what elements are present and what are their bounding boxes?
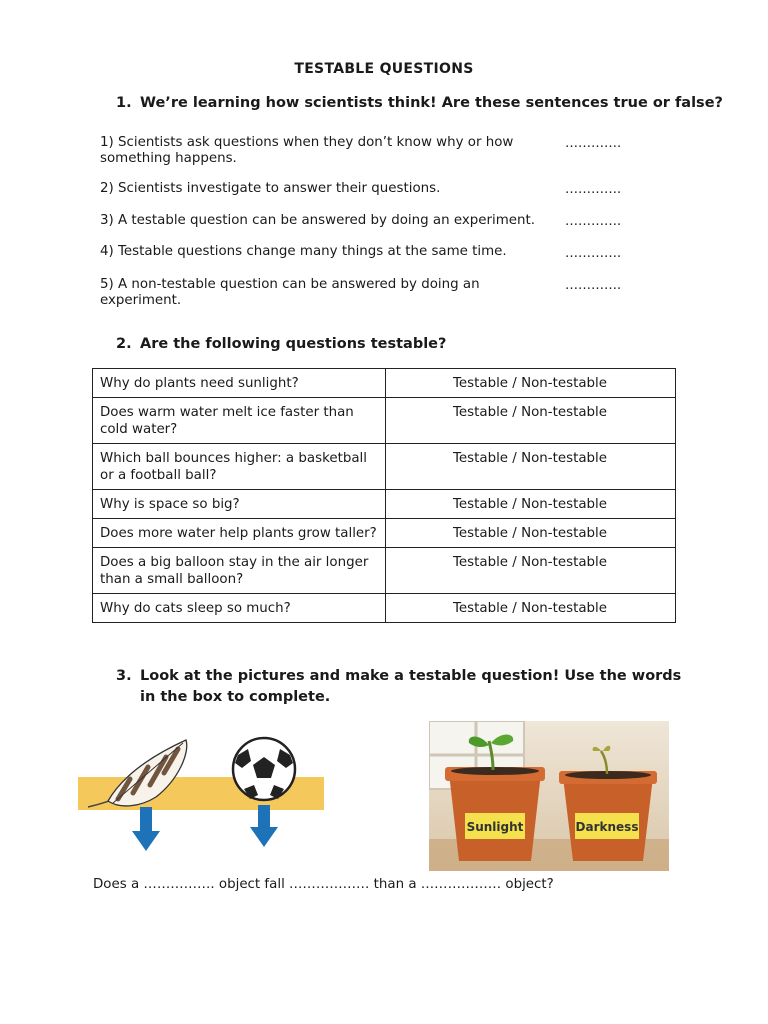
section-3-heading <box>0 666 768 710</box>
table-row <box>93 548 676 594</box>
question-cell: Why do plants need sunlight? <box>93 369 386 398</box>
testable-choice[interactable]: Testable / Non-testable <box>386 548 676 594</box>
question-cell: Does a big balloon stay in the air longer than a small balloon? <box>93 548 386 594</box>
pot-label-darkness: Darkness <box>575 820 639 834</box>
statement-5: 5) A non-testable question can be answered by doing an experiment. <box>100 277 480 308</box>
table-row <box>93 594 676 623</box>
soccer-ball-icon <box>233 738 295 800</box>
section-2-heading-text: Are the following questions testable? <box>140 336 447 352</box>
answer-blank-1[interactable]: …………. <box>565 136 622 151</box>
section-2-number: 2. <box>116 336 132 352</box>
testable-choice[interactable]: Testable / Non-testable <box>386 444 676 490</box>
section-3-heading-line1: Look at the pictures and make a testable question! Use the words <box>140 668 682 684</box>
section-3-heading-line2: in the box to complete. <box>140 689 331 705</box>
complete-sentence[interactable]: Does a ……………. object fall ……………… than a ……………… object? <box>93 877 554 892</box>
testable-choice[interactable]: Testable / Non-testable <box>386 369 676 398</box>
question-cell: Which ball bounces higher: a basketball or a football ball? <box>93 444 386 490</box>
testable-choice[interactable]: Testable / Non-testable <box>386 490 676 519</box>
statement-2: 2) Scientists investigate to answer their questions. <box>100 181 441 196</box>
table-row <box>93 490 676 519</box>
answer-blank-3[interactable]: …………. <box>565 214 622 229</box>
table-row <box>93 519 676 548</box>
page-title: TESTABLE QUESTIONS <box>294 61 474 77</box>
testable-choice[interactable]: Testable / Non-testable <box>386 519 676 548</box>
section-2-heading <box>0 334 768 356</box>
down-arrow-icon <box>132 807 160 851</box>
answer-blank-2[interactable]: …………. <box>565 182 622 197</box>
table-row <box>93 444 676 490</box>
question-cell: Does more water help plants grow taller? <box>93 519 386 548</box>
statement-3: 3) A testable question can be answered by doing an experiment. <box>100 213 535 228</box>
section-1-heading <box>0 93 768 115</box>
testable-choice[interactable]: Testable / Non-testable <box>386 594 676 623</box>
table-row <box>93 398 676 444</box>
answer-blank-4[interactable]: …………. <box>565 246 622 261</box>
statement-4: 4) Testable questions change many things at the same time. <box>100 244 507 259</box>
testable-questions-table <box>92 368 676 623</box>
plants-illustration <box>429 721 669 871</box>
section-1-number: 1. <box>116 95 132 111</box>
pot-label-sunlight: Sunlight <box>466 820 524 834</box>
question-cell: Why do cats sleep so much? <box>93 594 386 623</box>
statement-1: 1) Scientists ask questions when they don’t know why or how something happens. <box>100 135 514 166</box>
table-row <box>93 369 676 398</box>
down-arrow-icon <box>250 805 278 847</box>
testable-choice[interactable]: Testable / Non-testable <box>386 398 676 444</box>
feather-ball-illustration <box>78 735 326 855</box>
section-1-heading-text: We’re learning how scientists think! Are these sentences true or false? <box>140 95 723 111</box>
section-3-number: 3. <box>116 668 132 684</box>
question-cell: Does warm water melt ice faster than cold water? <box>93 398 386 444</box>
answer-blank-5[interactable]: …………. <box>565 278 622 293</box>
question-cell: Why is space so big? <box>93 490 386 519</box>
